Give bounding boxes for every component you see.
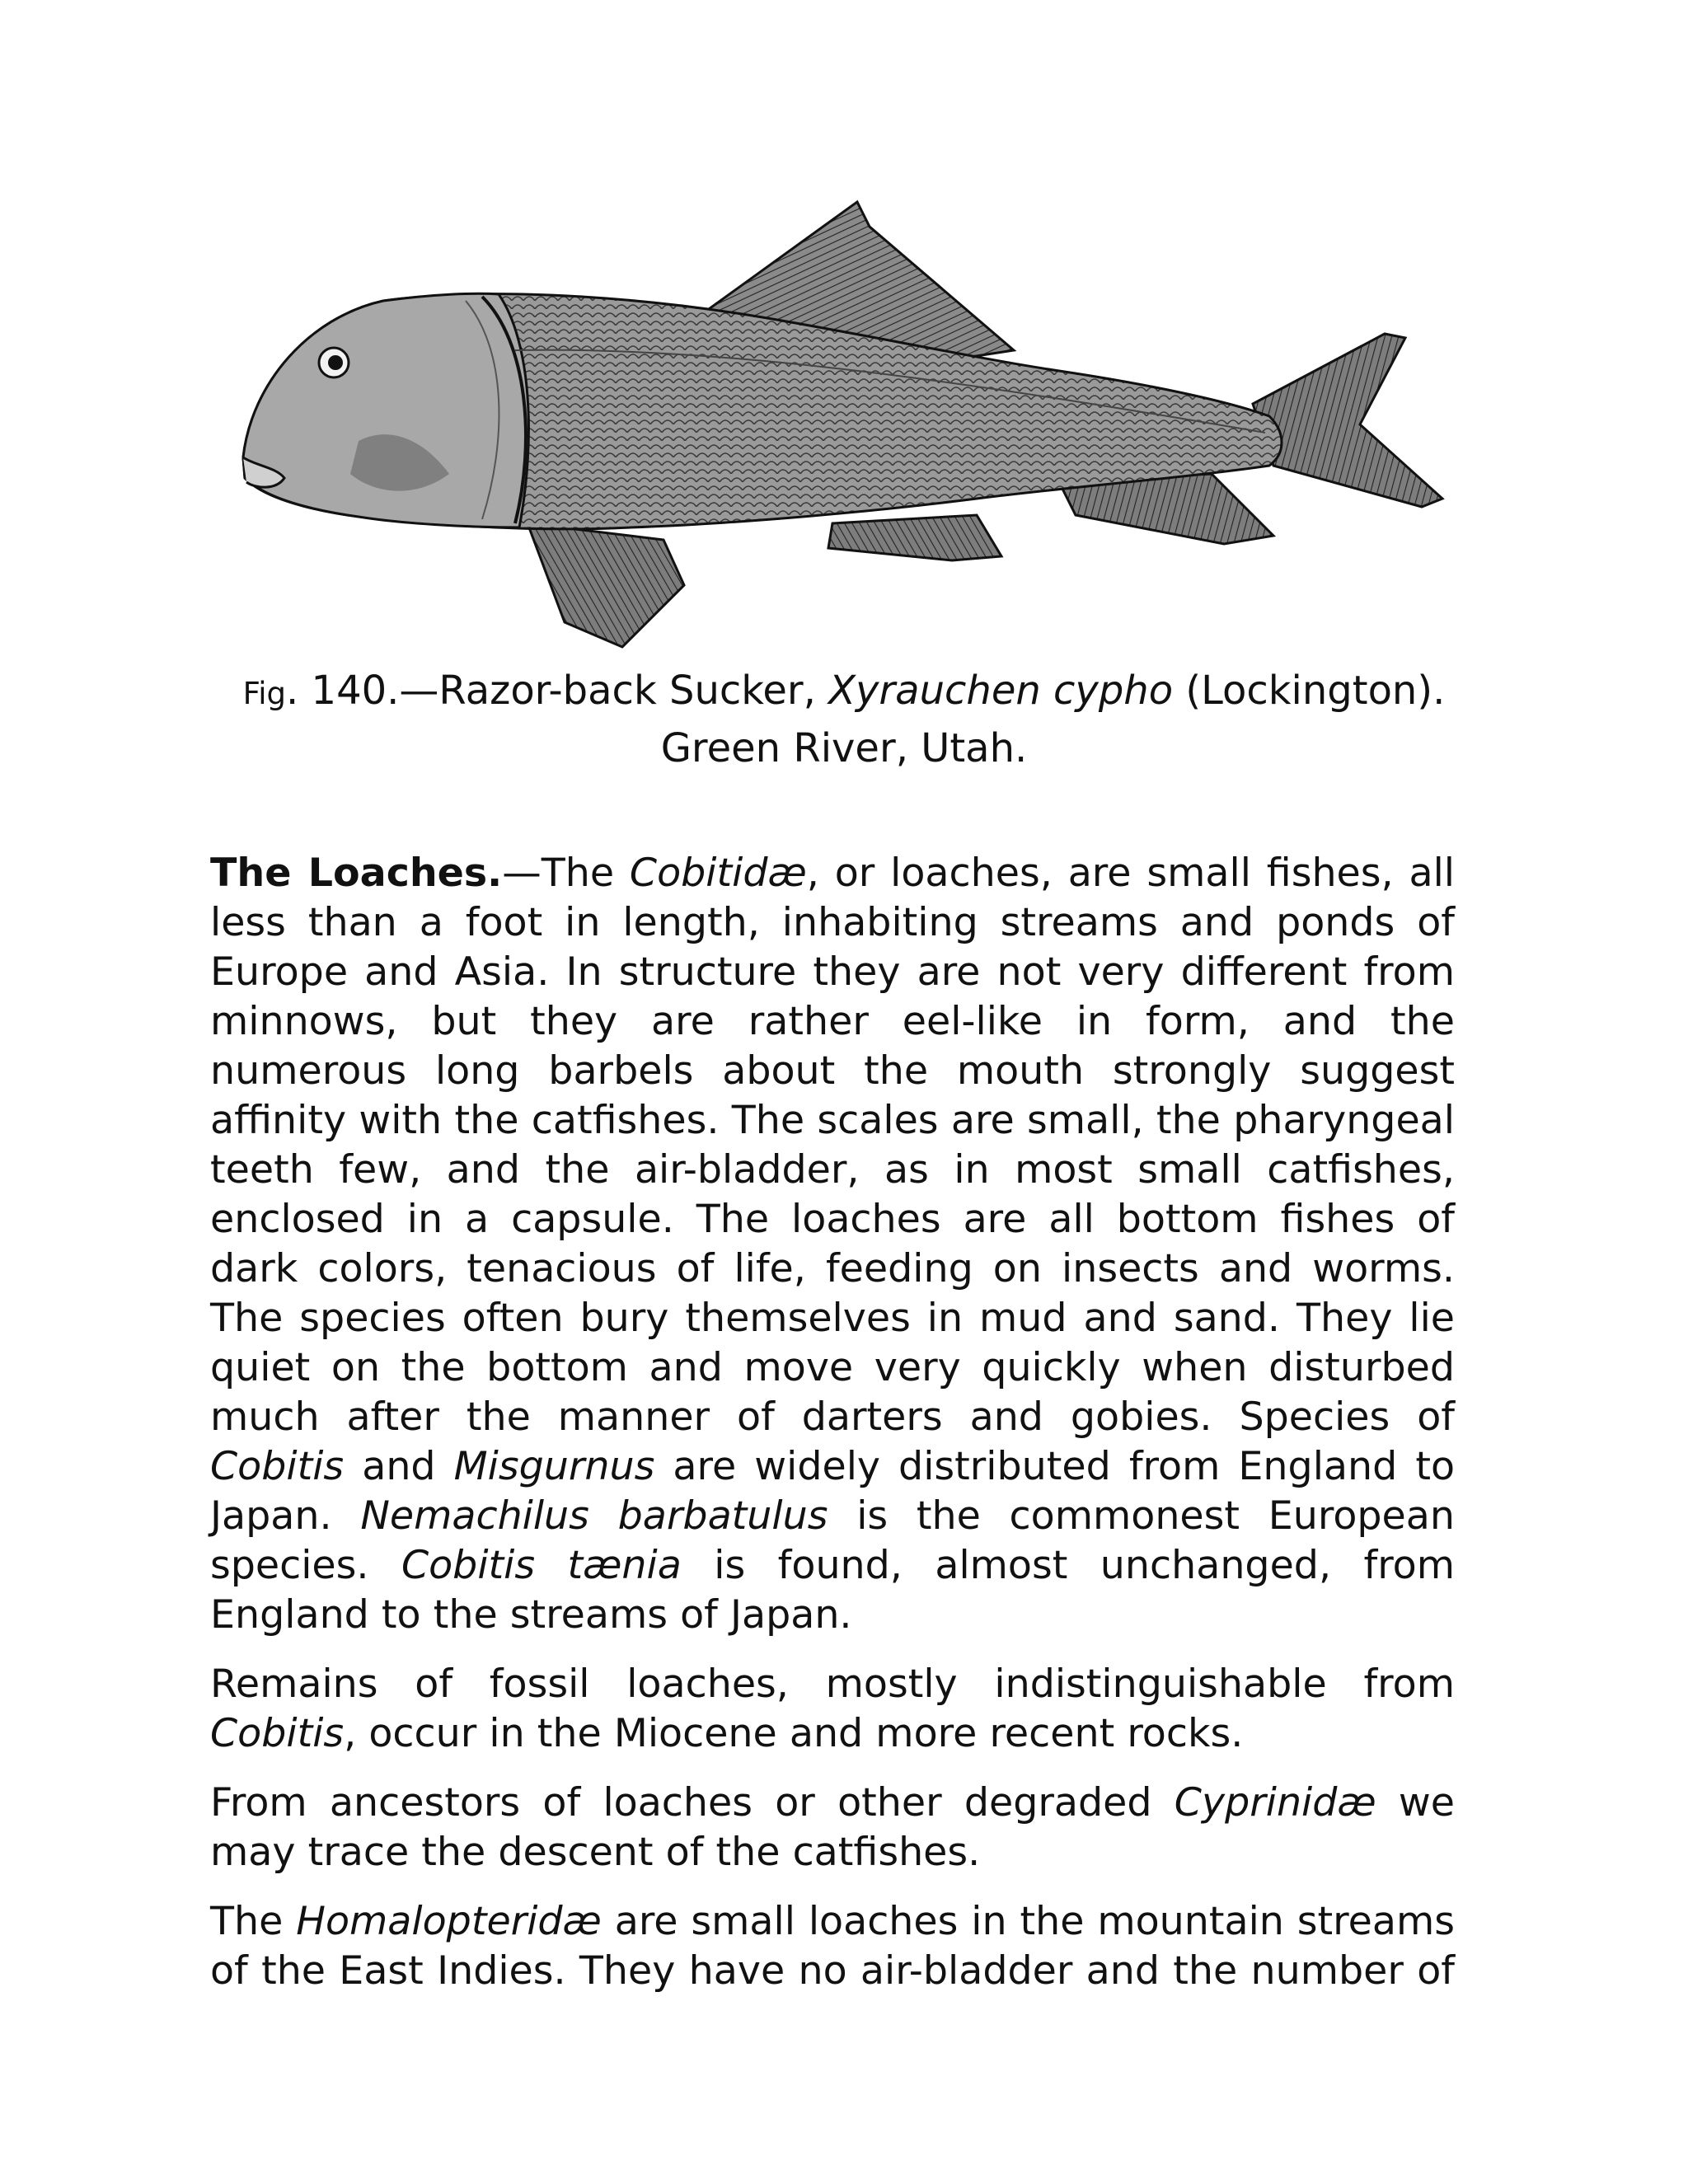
text-run: is the commonest European species.	[210, 1493, 1455, 1588]
text-run: are widely distributed from England to Japan.	[210, 1444, 1455, 1539]
text-run: The	[210, 1899, 297, 1944]
pectoral-fin	[528, 523, 684, 647]
pelvic-fin	[828, 515, 1001, 560]
italic-term: Nemachilus barbatulus	[360, 1493, 828, 1539]
figure-caption	[198, 663, 1490, 776]
italic-term: Cobitis	[210, 1444, 345, 1489]
paragraph-homalopteridae	[210, 1897, 1455, 1996]
paragraph-fossil	[210, 1660, 1455, 1759]
paragraph-descent	[210, 1779, 1455, 1877]
fish-illustration	[235, 194, 1455, 655]
text-run: and	[344, 1444, 454, 1489]
text-run: From ancestors of loaches or other degraded	[210, 1780, 1175, 1825]
body-text	[210, 849, 1455, 2016]
text-run: —The	[502, 851, 630, 896]
text-run: Remains of fossil loaches, mostly indistinguishable from	[210, 1661, 1455, 1707]
fish-head	[243, 293, 528, 527]
fig-caption-rest: (Lockington). Green River, Utah.	[660, 668, 1446, 771]
text-run: is found, almost unchanged, from England to the streams of Japan.	[210, 1543, 1456, 1638]
fig-label: Fig	[242, 676, 287, 711]
text-run: we may trace the descent of the catfishes.	[210, 1780, 1455, 1875]
fig-species: Xyrauchen cypho	[828, 668, 1174, 714]
italic-term: Cyprinidæ	[1174, 1780, 1376, 1825]
italic-term: Misgurnus	[453, 1444, 655, 1489]
italic-term: Homalopteridæ	[296, 1899, 602, 1944]
text-run: , occur in the Miocene and more recent rocks.	[344, 1711, 1244, 1756]
paragraph-1-runs	[210, 851, 1455, 1638]
fig-number: . 140.—Razor-back Sucker,	[286, 668, 829, 714]
text-run: are small loaches in the mountain streams of the East Indies. They have no air-bladder and the number of	[210, 1899, 1455, 1994]
section-heading: The Loaches.	[210, 851, 503, 896]
tail-fin	[1253, 334, 1442, 507]
text-run: , or loaches, are small fishes, all less than a foot in length, inhabiting streams and ponds of Europe and Asia. In structure they are not very different from minnows, but they are rather eel-like in form, and the numerous long barbels about the mouth strongly suggest affinity with the catfishes. The scales are small, the pharyngeal teeth few, and the air-bladder, as in most small catfishes, enclosed in a capsule. The loaches are all bottom fishes of dark colors, tenacious of life, feeding on insects and worms. The species often bury themselves in mud and sand. They lie quiet on the bottom and move very quickly when disturbed much after the manner of darters and gobies. Species of	[210, 851, 1455, 1440]
italic-term: Cobitis tænia	[401, 1543, 682, 1588]
paragraph-loaches	[210, 849, 1455, 1640]
italic-term: Cobitidæ	[629, 851, 807, 896]
italic-term: Cobitis	[210, 1711, 345, 1756]
